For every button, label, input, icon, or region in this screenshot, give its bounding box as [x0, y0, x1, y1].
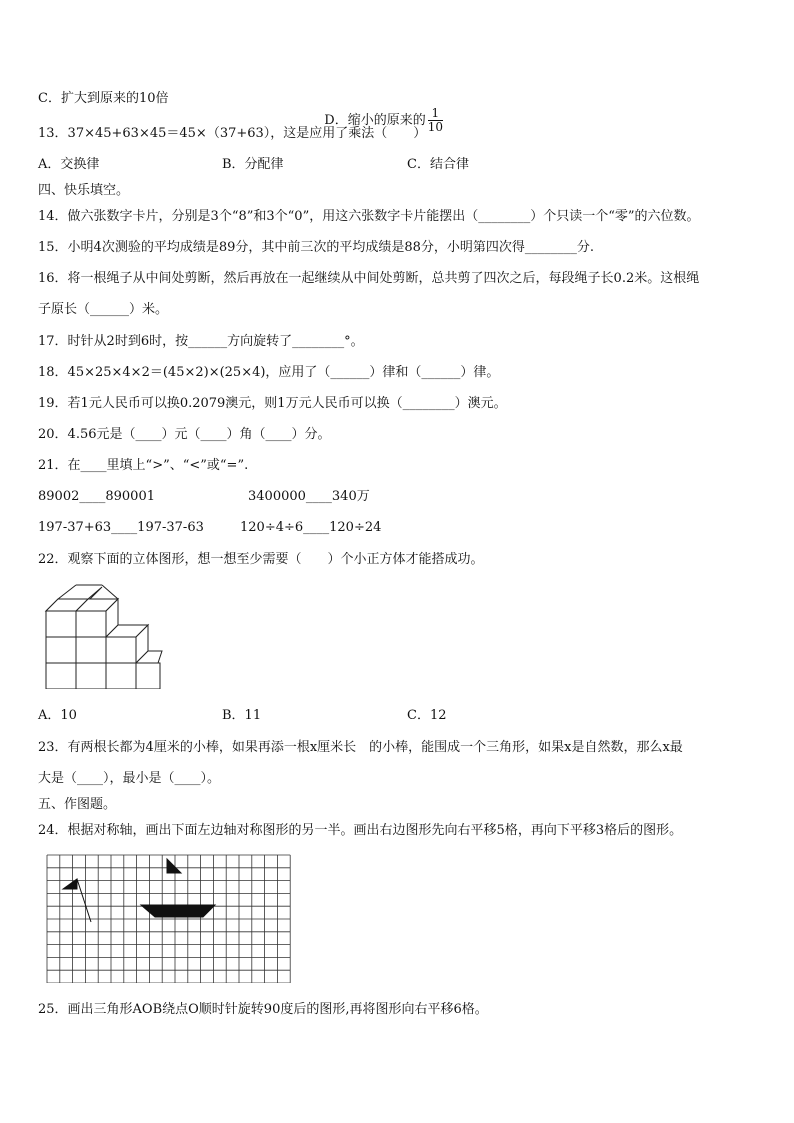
q20-text: 20．4.56元是（____）元（____）角（____）分。 [38, 427, 331, 442]
fraction-denominator: 10 [427, 120, 443, 134]
q21-compare-4: 120÷4÷6____120÷24 [240, 520, 382, 535]
q13-text: 13．37×45+63×45＝45×（37+63），这是应用了乘法（ ） [38, 126, 427, 141]
q13-option-c: C．结合律 [407, 157, 469, 172]
symmetry-axis-line [77, 879, 91, 922]
drawing-grid [45, 853, 295, 983]
q13-option-a: A．交换律 [38, 157, 100, 172]
q13-option-b: B．分配律 [222, 157, 284, 172]
q23-text-line1: 23．有两根长都为4厘米的小棒，如果再添一根x厘米长 的小棒，能围成一个三角形，如果x是自然数，那么x最 [38, 740, 683, 755]
q19-text: 19．若1元人民币可以换0.2079澳元，则1万元人民币可以换（________）澳元。 [38, 396, 507, 411]
q21-compare-3: 197-37+63____197-37-63 [38, 520, 204, 535]
section-4-heading: 四、快乐填空。 [38, 183, 130, 198]
q21-compare-1: 89002____890001 [38, 489, 155, 504]
q22-text: 22．观察下面的立体图形，想一想至少需要（ ）个小正方体才能搭成功。 [38, 552, 484, 567]
q16-text-line1: 16．将一根绳子从中间处剪断，然后再放在一起继续从中间处剪断，总共剪了四次之后，每段绳子长0.2米。这根绳 [38, 271, 700, 286]
q25-text: 25．画出三角形AOB绕点O顺时针旋转90度后的图形,再将图形向右平移6格。 [38, 1002, 488, 1017]
q17-text: 17．时针从2时到6时，按______方向旋转了________°。 [38, 334, 364, 349]
trapezoid-shape [141, 905, 215, 917]
fraction-numerator: 1 [428, 107, 443, 121]
q15-text: 15．小明4次测验的平均成绩是89分，其中前三次的平均成绩是88分，小明第四次得________分. [38, 240, 595, 255]
q24-text: 24．根据对称轴，画出下面左边轴对称图形的另一半。画出右边图形先向右平移5格，再向下平移3格后的图形。 [38, 823, 683, 838]
q22-option-b: B．11 [222, 708, 262, 723]
fraction [428, 107, 443, 134]
q21-compare-2: 3400000____340万 [248, 489, 370, 504]
q22-option-a: A．10 [38, 708, 77, 723]
q18-text: 18．45×25×4×2＝(45×2)×(25×4)，应用了（______）律和（______）律。 [38, 365, 500, 380]
q23-text-line2: 大是（____），最小是（____）。 [38, 771, 221, 786]
q14-text: 14．做六张数字卡片，分别是3个“8”和3个“0”，用这六张数字卡片能摆出（________）个只读一个“零”的六位数。 [38, 209, 700, 224]
q16-text-line2: 子原长（______）米。 [38, 302, 169, 317]
q12-option-c: C．扩大到原来的10倍 [38, 91, 169, 106]
q21-text: 21．在____里填上“>”、“<”或“=”. [38, 458, 249, 473]
q12-option-d-text: D．缩小的原来的 [324, 113, 426, 128]
cube-stack-figure [42, 583, 166, 689]
q22-option-c: C．12 [407, 708, 447, 723]
section-5-heading: 五、作图题。 [38, 797, 117, 812]
top-triangle-shape [167, 859, 181, 873]
